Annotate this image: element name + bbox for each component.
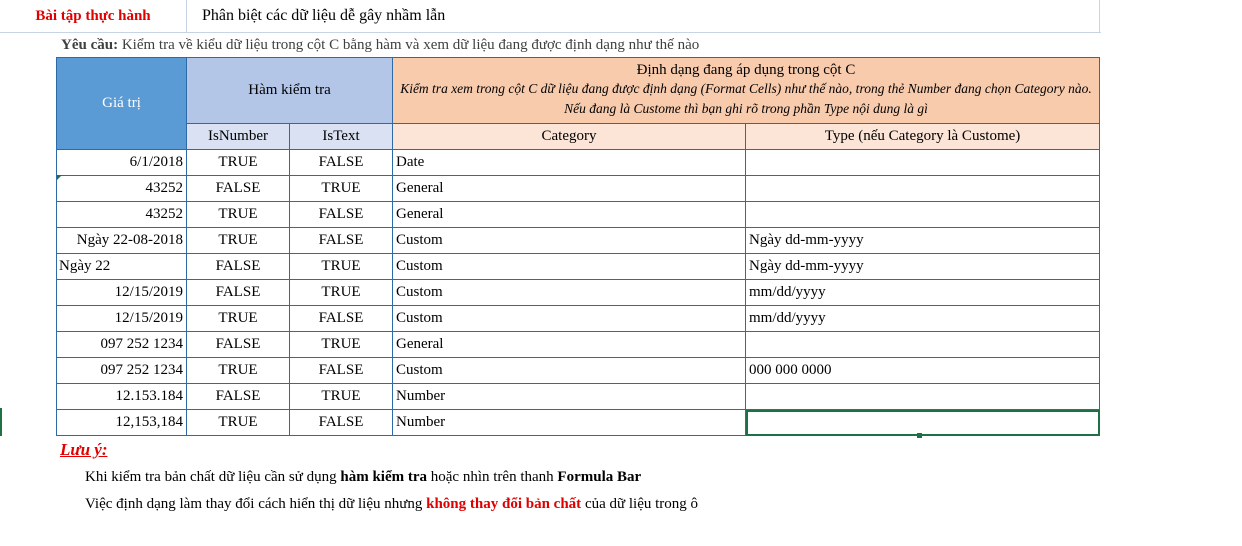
type-cell[interactable]: Ngày dd-mm-yyyy — [746, 228, 1100, 254]
row-selection-marker — [0, 408, 2, 436]
isnumber-cell[interactable]: TRUE — [187, 150, 290, 176]
requirement-text: Kiểm tra về kiểu dữ liệu trong cột C bằng hàm và xem dữ liệu đang được định dạng như thế nào — [118, 37, 700, 53]
table-row — [57, 358, 1100, 384]
category-cell[interactable]: General — [393, 176, 746, 202]
column-header-value[interactable]: Giá trị — [57, 58, 187, 150]
column-header-istext[interactable]: IsText — [290, 124, 393, 150]
fill-handle[interactable] — [917, 433, 922, 438]
note-line-2[interactable] — [85, 496, 698, 513]
category-cell[interactable]: General — [393, 202, 746, 228]
column-header-format[interactable] — [393, 58, 1100, 124]
type-cell[interactable]: mm/dd/yyyy — [746, 306, 1100, 332]
istext-cell[interactable]: TRUE — [290, 176, 393, 202]
note1-text-c: hoặc nhìn trên thanh — [427, 469, 558, 485]
value-cell[interactable]: 097 252 1234 — [57, 358, 187, 384]
istext-cell[interactable]: FALSE — [290, 306, 393, 332]
value-cell[interactable]: 12/15/2019 — [57, 306, 187, 332]
value-cell[interactable]: 12,153,184 — [57, 410, 187, 436]
value-cell[interactable]: Ngày 22-08-2018 — [57, 228, 187, 254]
requirement-line[interactable] — [61, 37, 699, 54]
istext-cell[interactable]: FALSE — [290, 358, 393, 384]
error-indicator-icon — [57, 175, 62, 180]
isnumber-cell[interactable]: TRUE — [187, 228, 290, 254]
note-title[interactable]: Lưu ý: — [60, 440, 108, 459]
column-header-category[interactable]: Category — [393, 124, 746, 150]
value-cell[interactable]: 12.153.184 — [57, 384, 187, 410]
type-cell[interactable]: 000 000 0000 — [746, 358, 1100, 384]
format-group-note: Kiểm tra xem trong cột C dữ liệu đang được định dạng (Format Cells) như thế nào, trong thẻ Number đang chọn Category nào. Nếu đang là Custome thì bạn ghi rõ trong phần Type nội dung là gì — [400, 81, 1092, 116]
format-group-title: Định dạng đang áp dụng trong cột C — [636, 62, 856, 78]
istext-cell[interactable]: TRUE — [290, 254, 393, 280]
isnumber-cell[interactable]: TRUE — [187, 358, 290, 384]
isnumber-cell[interactable]: FALSE — [187, 280, 290, 306]
isnumber-cell[interactable]: FALSE — [187, 384, 290, 410]
table-row — [57, 176, 1100, 202]
table-row — [57, 254, 1100, 280]
category-cell[interactable]: General — [393, 332, 746, 358]
table-row — [57, 332, 1100, 358]
type-cell[interactable] — [746, 332, 1100, 358]
note1-text-b: hàm kiểm tra — [340, 469, 428, 485]
category-cell[interactable]: Custom — [393, 280, 746, 306]
isnumber-cell[interactable]: FALSE — [187, 332, 290, 358]
category-cell[interactable]: Custom — [393, 228, 746, 254]
table-row — [57, 384, 1100, 410]
note1-text-a: Khi kiểm tra bản chất dữ liệu cần sử dụng — [85, 469, 341, 485]
isnumber-cell[interactable]: FALSE — [187, 176, 290, 202]
istext-cell[interactable]: FALSE — [290, 202, 393, 228]
value-cell[interactable]: 12/15/2019 — [57, 280, 187, 306]
category-cell[interactable]: Custom — [393, 358, 746, 384]
table-row — [57, 150, 1100, 176]
type-cell[interactable] — [746, 202, 1100, 228]
value-cell[interactable]: Ngày 22 — [57, 254, 187, 280]
isnumber-cell[interactable]: TRUE — [187, 202, 290, 228]
type-cell[interactable] — [746, 176, 1100, 202]
value-cell[interactable]: 43252 — [57, 202, 187, 228]
type-cell[interactable] — [746, 150, 1100, 176]
type-cell[interactable] — [746, 384, 1100, 410]
note2-text-a: Việc định dạng làm thay đổi cách hiển thị dữ liệu nhưng — [85, 496, 427, 512]
column-header-type[interactable]: Type (nếu Category là Custome) — [746, 124, 1100, 150]
value-cell[interactable]: 6/1/2018 — [57, 150, 187, 176]
istext-cell[interactable]: TRUE — [290, 384, 393, 410]
type-cell[interactable]: Ngày dd-mm-yyyy — [746, 254, 1100, 280]
exercise-title-cell[interactable]: Phân biệt các dữ liệu dễ gây nhầm lẫn — [188, 0, 1100, 32]
category-cell[interactable]: Date — [393, 150, 746, 176]
column-header-check-functions[interactable]: Hàm kiểm tra — [187, 58, 393, 124]
category-cell[interactable]: Number — [393, 410, 746, 436]
istext-cell[interactable]: FALSE — [290, 228, 393, 254]
value-cell[interactable]: 43252 — [57, 176, 187, 202]
table-row — [57, 306, 1100, 332]
type-cell[interactable] — [746, 410, 1100, 436]
istext-cell[interactable]: FALSE — [290, 410, 393, 436]
table-row — [57, 410, 1100, 436]
value-cell[interactable]: 097 252 1234 — [57, 332, 187, 358]
istext-cell[interactable]: TRUE — [290, 280, 393, 306]
istext-cell[interactable]: FALSE — [290, 150, 393, 176]
table-row — [57, 280, 1100, 306]
note1-text-d: Formula Bar — [557, 469, 642, 485]
isnumber-cell[interactable]: FALSE — [187, 254, 290, 280]
istext-cell[interactable]: TRUE — [290, 332, 393, 358]
note2-text-b: không thay đổi bản chất — [426, 496, 582, 512]
exercise-header — [0, 0, 1101, 33]
isnumber-cell[interactable]: TRUE — [187, 410, 290, 436]
isnumber-cell[interactable]: TRUE — [187, 306, 290, 332]
exercise-label-cell[interactable]: Bài tập thực hành — [0, 0, 187, 32]
data-table — [56, 57, 1100, 436]
category-cell[interactable]: Number — [393, 384, 746, 410]
requirement-label: Yêu cầu: — [61, 37, 119, 53]
note-line-1[interactable] — [85, 469, 641, 486]
note2-text-c: của dữ liệu trong ô — [581, 496, 699, 512]
column-header-isnumber[interactable]: IsNumber — [187, 124, 290, 150]
type-cell[interactable]: mm/dd/yyyy — [746, 280, 1100, 306]
category-cell[interactable]: Custom — [393, 254, 746, 280]
table-row — [57, 202, 1100, 228]
table-body — [57, 150, 1100, 436]
table-row — [57, 228, 1100, 254]
category-cell[interactable]: Custom — [393, 306, 746, 332]
